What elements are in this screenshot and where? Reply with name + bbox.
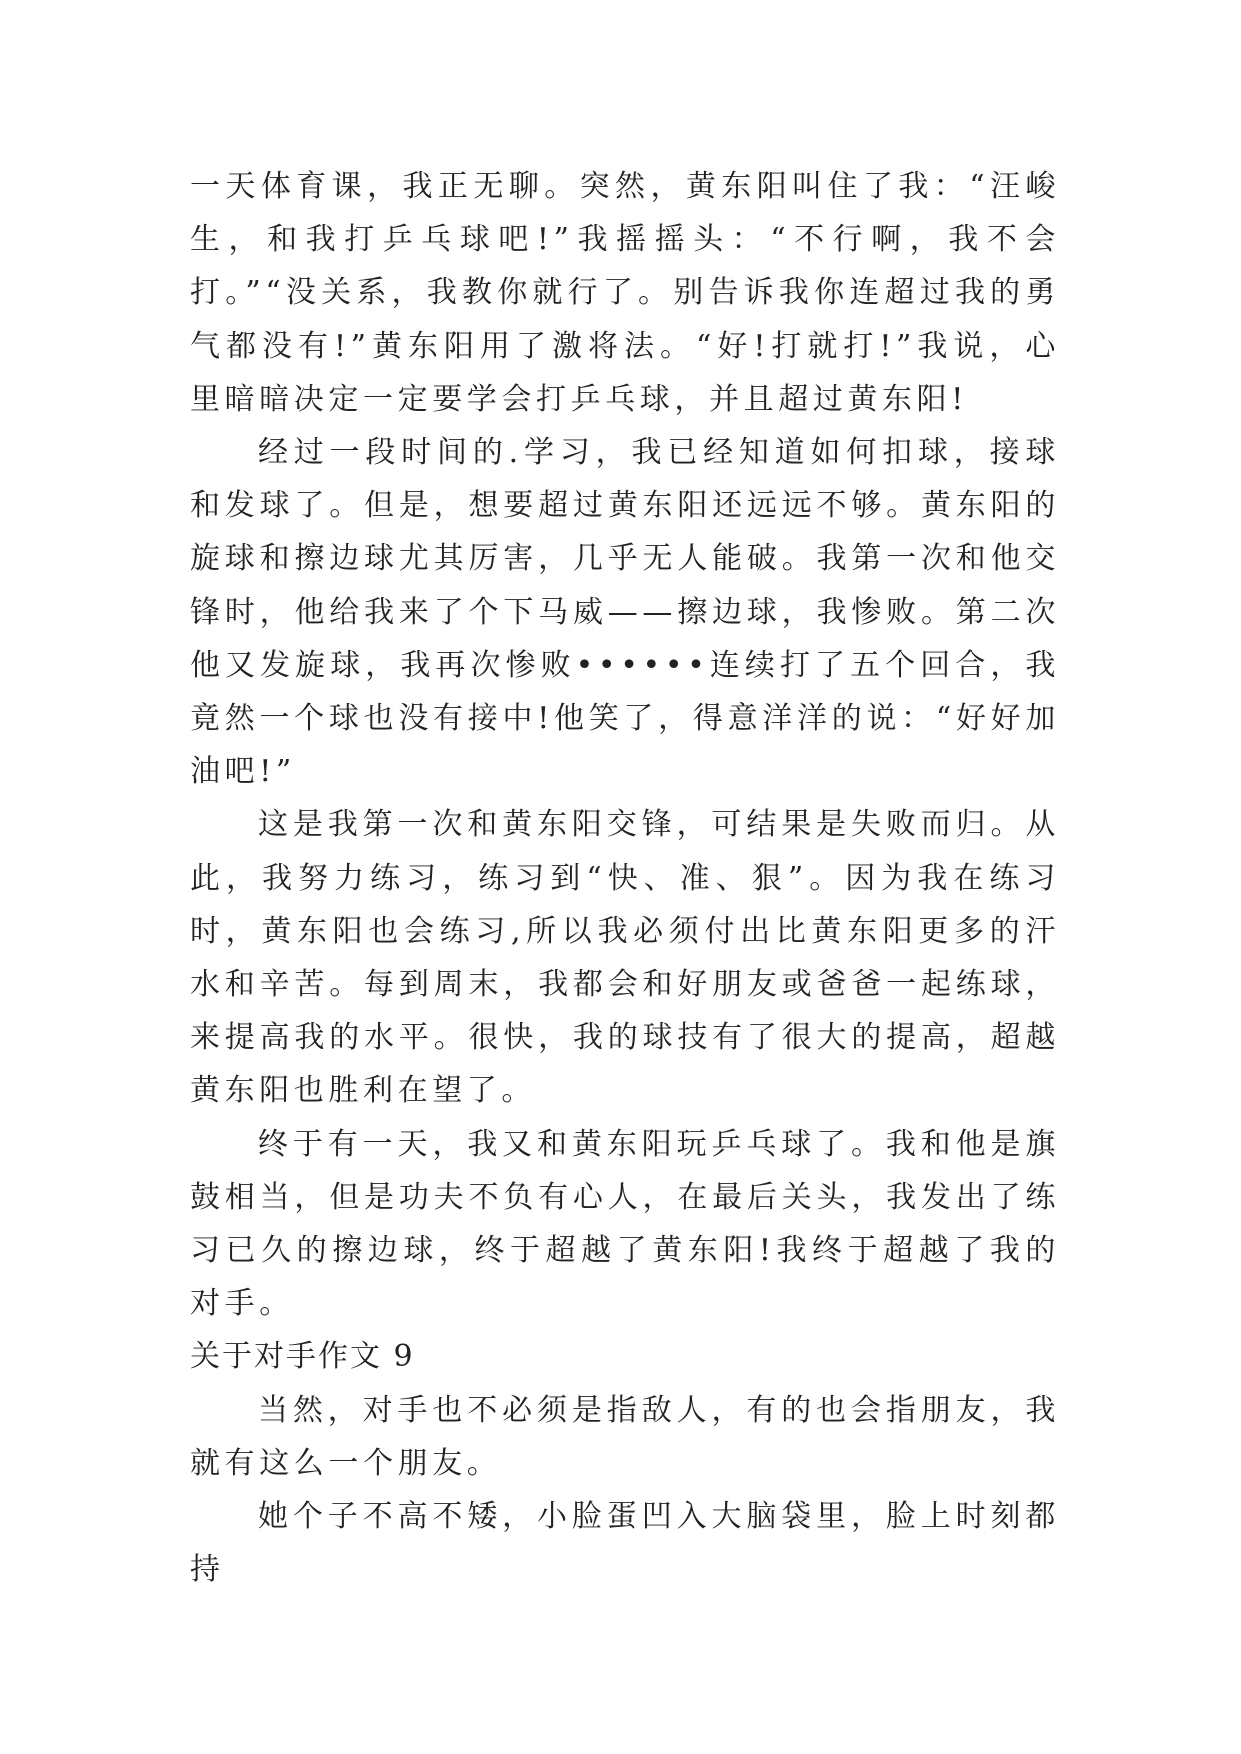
paragraph-2: 经过一段时间的.学习，我已经知道如何扣球，接球和发球了。但是，想要超过黄东阳还远远不够。黄东阳的旋球和擦边球尤其厉害，几乎无人能破。我第一次和他交锋时，他给我来了个下马威——擦边球，我惨败。第二次他又发旋球，我再次惨败••••••连续打了五个回合，我竟然一个球也没有接中!他笑了，得意洋洋的说：“好好加油吧!” bbox=[190, 435, 1060, 790]
section-paragraph-2: 她个子不高不矮，小脸蛋凹入大脑袋里，脸上时刻都持 bbox=[190, 1499, 1060, 1588]
paragraph-1: 一天体育课，我正无聊。突然，黄东阳叫住了我：“汪峻生，和我打乒乓球吧!”我摇摇头：“不行啊，我不会打。”“没关系，我教你就行了。别告诉我你连超过我的勇气都没有!”黄东阳用了激将法。“好!打就打!”我说，心里暗暗决定一定要学会打乒乓球，并且超过黄东阳! bbox=[190, 169, 1060, 417]
paragraph-3: 这是我第一次和黄东阳交锋，可结果是失败而归。从此，我努力练习，练习到“快、准、狠”。因为我在练习时，黄东阳也会练习,所以我必须付出比黄东阳更多的汗水和辛苦。每到周末，我都会和好朋友或爸爸一起练球，来提高我的水平。很快，我的球技有了很大的提高，超越黄东阳也胜利在望了。 bbox=[190, 807, 1060, 1109]
section-paragraph-1: 当然，对手也不必须是指敌人，有的也会指朋友，我就有这么一个朋友。 bbox=[190, 1392, 1060, 1481]
essay-body bbox=[190, 160, 1060, 1596]
section-title: 关于对手作文 9 bbox=[190, 1339, 415, 1375]
paragraph-4: 终于有一天，我又和黄东阳玩乒乓球了。我和他是旗鼓相当，但是功夫不负有心人，在最后关头，我发出了练习已久的擦边球，终于超越了黄东阳!我终于超越了我的对手。 bbox=[190, 1126, 1060, 1322]
